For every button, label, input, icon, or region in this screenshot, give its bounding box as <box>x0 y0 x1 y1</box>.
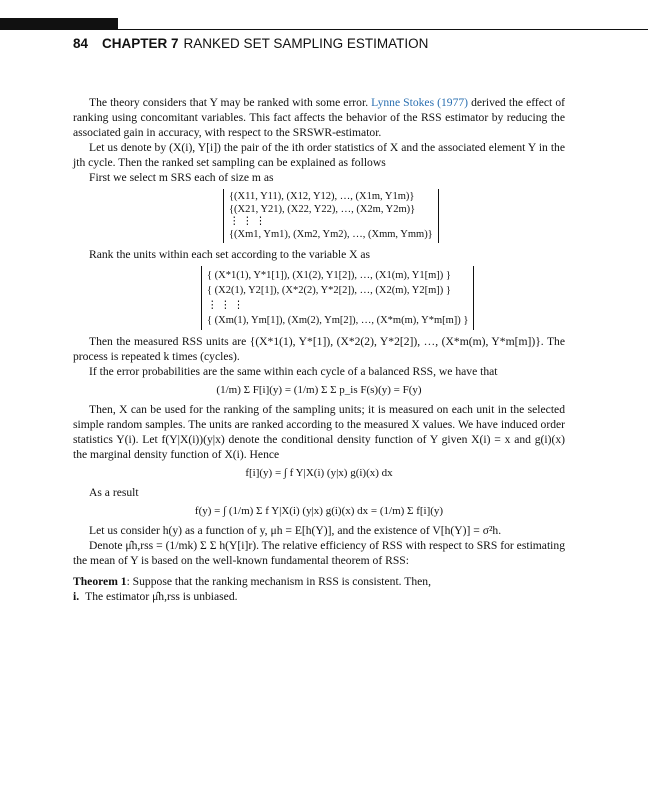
paragraph-5: Then the measured RSS units are {(X*1(1), Y*[1]), (X*2(2), Y*2[2]), …, (X*m(m), Y*m[m])}. The process is repeated k times (cycles). <box>73 335 565 363</box>
paragraph-3: First we select m SRS each of size m as <box>89 171 274 184</box>
paragraph-1: The theory considers that Y may be ranked with some error. Lynne Stokes (1977) derived the effect of ranking using concomitant variables. This fact affects the behavior of the RSS estimator by reducing the associated gain in accuracy, with respect to the SRSWR-estimator. <box>73 96 565 139</box>
equation-1: (1/m) Σ F[i](y) = (1/m) Σ Σ p_is F(s)(y) = F(y) <box>216 384 422 396</box>
theorem-1: Theorem 1: Suppose that the ranking mechanism in RSS is consistent. Then, <box>73 575 431 588</box>
paragraph-8: As a result <box>89 486 139 499</box>
paragraph-4: Rank the units within each set according to the variable X as <box>89 248 371 261</box>
equation-3: f(y) = ∫ (1/m) Σ f Y|X(i) (y|x) g(i)(x) dx = (1/m) Σ f[i](y) <box>194 505 444 517</box>
header-rule <box>118 29 648 30</box>
paragraph-6: If the error probabilities are the same within each cycle of a balanced RSS, we have that <box>89 365 498 378</box>
page-body <box>73 95 565 604</box>
page-number: 84 <box>73 36 89 51</box>
chapter-title: RANKED SET SAMPLING ESTIMATION <box>183 36 429 51</box>
chapter-label: CHAPTER 7 <box>102 36 179 51</box>
matrix-ranked: { (X*1(1), Y*1[1]), (X1(2), Y1[2]), …, (X1(m), Y1[m]) } { (X2(1), Y2[1]), (X*2(2), Y*2[2]), …, (X2(m), Y2[m]) } ⋮ ⋮ ⋮ { (Xm(1), Ym[1]), (Xm(2), Ym[2]), …, (X*m(m), Y*m[m]) } <box>201 266 474 330</box>
equation-2: f[i](y) = ∫ f Y|X(i) (y|x) g(i)(x) dx <box>245 467 393 479</box>
paragraph-10: Denote μ̂h,rss = (1/mk) Σ Σ h(Y[i]r). The relative efficiency of RSS with respect to SRS for estimating the mean of Y is based on the well-known fundamental theorem of RSS: <box>73 539 565 567</box>
citation-link[interactable]: Lynne Stokes (1977) <box>371 96 469 109</box>
paragraph-2: Let us denote by (X(i), Y[i]) the pair of the ith order statistics of X and the associated element Y in the jth cycle. Then the ranked set sampling can be explained as follows <box>73 141 565 169</box>
paragraph-7: Then, X can be used for the ranking of the sampling units; it is measured on each unit in the selected simple random samples. The units are ranked according to the measured X values. We have induced order statistics Y(i). Let f(Y|X(i))(y|x) denote the conditional density function of Y given X(i) = x and g(i)(x) the marginal density function of X(i). Hence <box>73 403 565 461</box>
running-header <box>73 36 428 51</box>
theorem-item-1: i. The estimator μ̂h,rss is unbiased. <box>73 590 238 603</box>
matrix-srs: {(X11, Y11), (X12, Y12), …, (X1m, Y1m)} {(X21, Y21), (X22, Y22), …, (X2m, Y2m)} ⋮ ⋮ ⋮ {(Xm1, Ym1), (Xm2, Ym2), …, (Xmm, Ymm)} <box>223 189 439 243</box>
header-bar <box>0 18 118 30</box>
paragraph-9: Let us consider h(y) as a function of y, μh = E[h(Y)], and the existence of V[h(Y)] = σ²h. <box>89 524 502 537</box>
